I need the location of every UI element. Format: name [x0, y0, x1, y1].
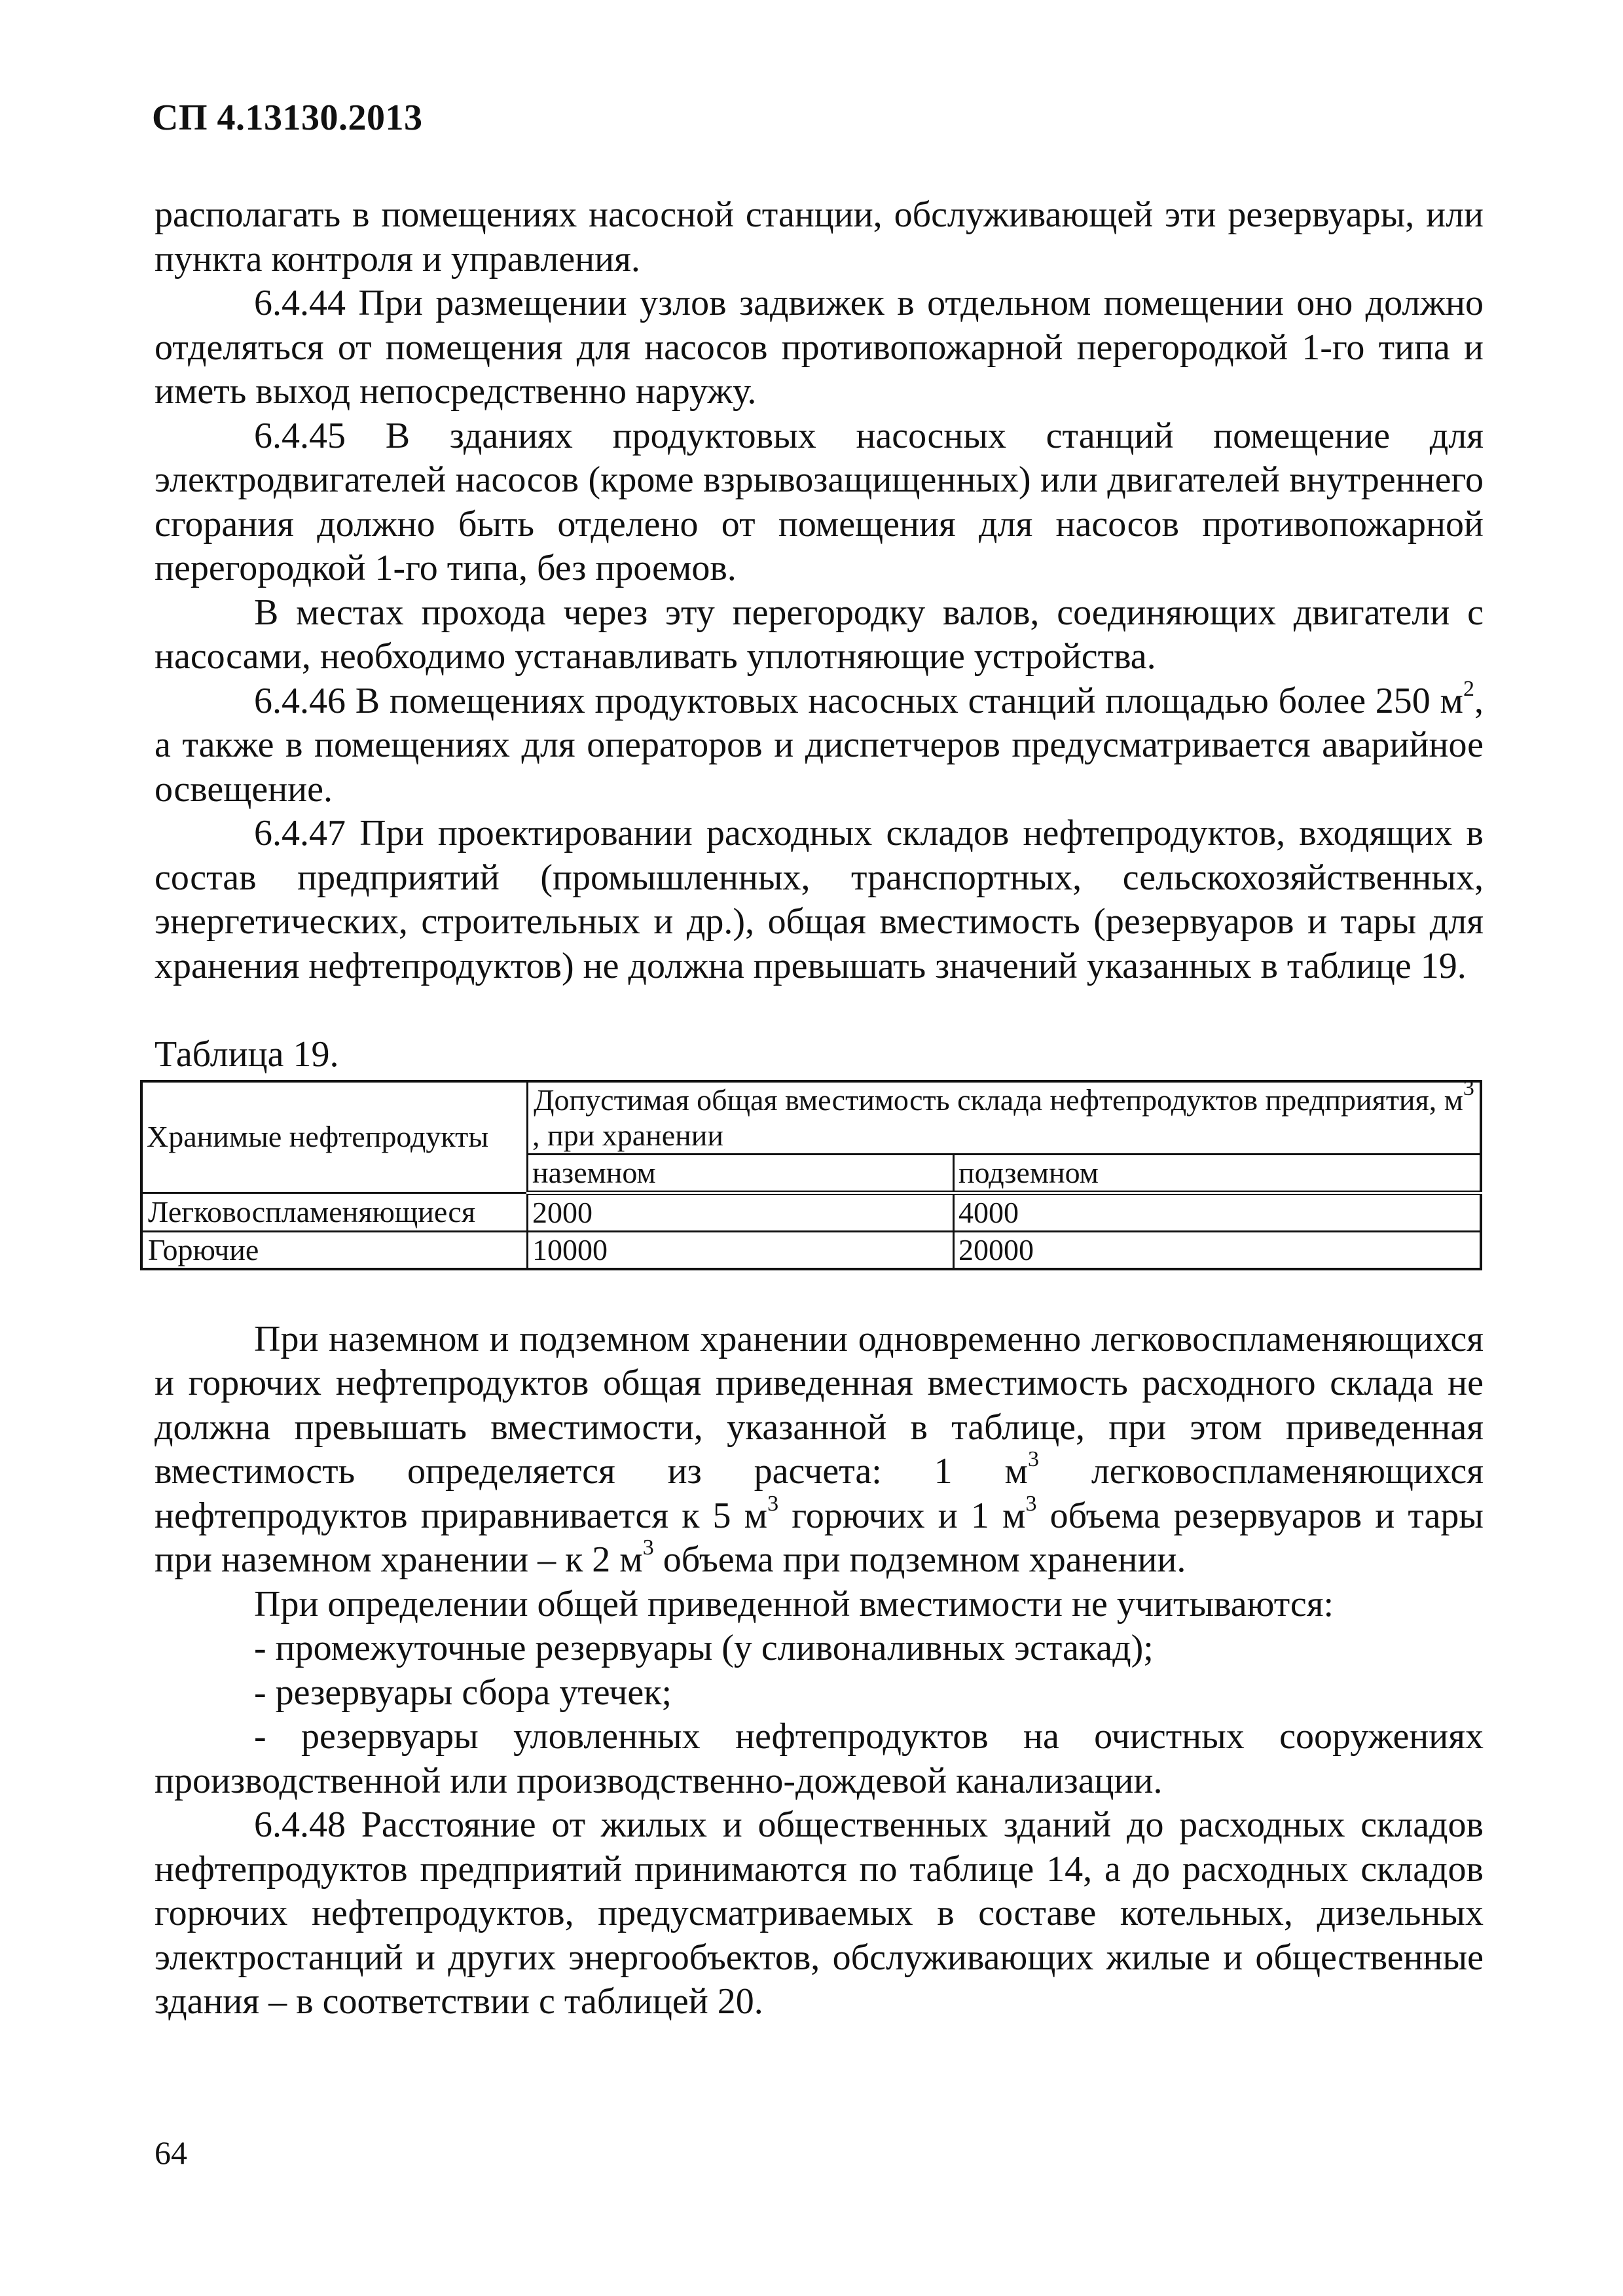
superscript: 3 [1027, 1447, 1039, 1472]
paragraph-6-4-45: 6.4.45 В зданиях продуктовых насосных станций помещение для электродвигателей насосов (кроме взрывозащищенных) или двигателей внутреннего сгорания должно быть отделено от помещения для насосов противопожарной перегородкой 1-го типа, без проемов. [155, 415, 1484, 588]
superscript: 3 [767, 1491, 779, 1516]
text-segment: объема резервуаров и тары при наземном хранении – к 2 м [155, 1495, 1484, 1580]
text-segment: горючих и 1 м [778, 1495, 1026, 1536]
paragraph-reduced-capacity [155, 1318, 1484, 1583]
superscript: 3 [642, 1535, 654, 1560]
subheader-cell-above-ground: наземном [528, 1154, 954, 1193]
subheader-cell-underground: подземном [954, 1154, 1482, 1193]
text-segment: При наземном и подземном хранении одновременно легковоспламеняющихся и горючих нефтепродуктов общая приведенная вместимость расходного склада не должна превышать вместимости, указанной в таблице, при этом приведенная вместимость определяется из расчета: 1 м [155, 1318, 1484, 1492]
text-segment: объема при подземном хранении. [653, 1539, 1186, 1580]
cell-underground: 20000 [954, 1231, 1482, 1269]
text-segment: Допустимая общая вместимость склада нефтепродуктов предприятия, м [534, 1083, 1463, 1117]
paragraph-6-4-44: 6.4.44 При размещении узлов задвижек в отдельном помещении оно должно отделяться от помещения для насосов противопожарной перегородкой 1-го типа и иметь выход непосредственно наружу. [155, 283, 1484, 412]
cell-underground: 4000 [954, 1193, 1482, 1231]
document-body [147, 193, 1484, 2024]
paragraph-continuation: располагать в помещениях насосной станции, обслуживающей эти резервуары, или пункта контроля и управления. [155, 194, 1484, 279]
list-item: - резервуары сбора утечек; [254, 1672, 672, 1713]
paragraph-6-4-47: 6.4.47 При проектировании расходных складов нефтепродуктов, входящих в состав предприятий (промышленных, транспортных, сельскохозяйственных, энергетических, строительных и др.), общая вместимость (резервуаров и тары для хранения нефтепродуктов) не должна превышать значений указанных в таблице 19. [155, 813, 1484, 986]
table-header-row [141, 1081, 1481, 1155]
text-segment: , при хранении [532, 1118, 724, 1152]
cell-above-ground: 2000 [528, 1193, 954, 1231]
cell-product: Горючие [141, 1231, 528, 1269]
text-segment: 6.4.46 В помещениях продуктовых насосных станций площадью более 250 м [254, 680, 1463, 721]
paragraph-6-4-45-seals: В местах прохода через эту перегородку валов, соединяющих двигатели с насосами, необходимо устанавливать уплотняющие устройства. [155, 592, 1484, 677]
table-row [141, 1193, 1481, 1231]
cell-product: Легковоспламеняющиеся [141, 1193, 528, 1231]
paragraph-exclusions-intro: При определении общей приведенной вместимости не учитываются: [254, 1583, 1334, 1624]
cell-above-ground: 10000 [528, 1231, 954, 1269]
table-row [141, 1231, 1481, 1269]
document-code-header: СП 4.13130.2013 [152, 98, 423, 138]
text-segment: легковоспламеняющихся нефтепродуктов приравнивается к 5 м [155, 1451, 1484, 1536]
header-cell-products: Хранимые нефтепродукты [141, 1081, 528, 1193]
table-19 [140, 1076, 1482, 1270]
paragraph-6-4-46 [155, 676, 1484, 812]
header-cell-capacity [528, 1076, 1482, 1155]
page-number: 64 [155, 2134, 187, 2171]
table-caption: Таблица 19. [155, 1034, 339, 1075]
list-item: - промежуточные резервуары (у сливоналивных эстакад); [254, 1628, 1154, 1668]
superscript: 3 [1025, 1491, 1037, 1516]
text-segment: , а также в помещениях для операторов и диспетчеров предусматривается аварийное освещение. [155, 680, 1484, 810]
superscript: 2 [1463, 676, 1474, 701]
paragraph-6-4-48: 6.4.48 Расстояние от жилых и общественных зданий до расходных складов нефтепродуктов предприятий принимаются по таблице 14, а до расходных складов горючих нефтепродуктов, предусматриваемых в составе котельных, дизельных электростанций и других энергообъектов, обслуживающих жилые и общественные здания – в соответствии с таблицей 20. [155, 1804, 1484, 2022]
list-item: - резервуары уловленных нефтепродуктов на очистных сооружениях производственной или производственно-дождевой канализации. [155, 1716, 1484, 1801]
superscript: 3 [1463, 1076, 1474, 1101]
